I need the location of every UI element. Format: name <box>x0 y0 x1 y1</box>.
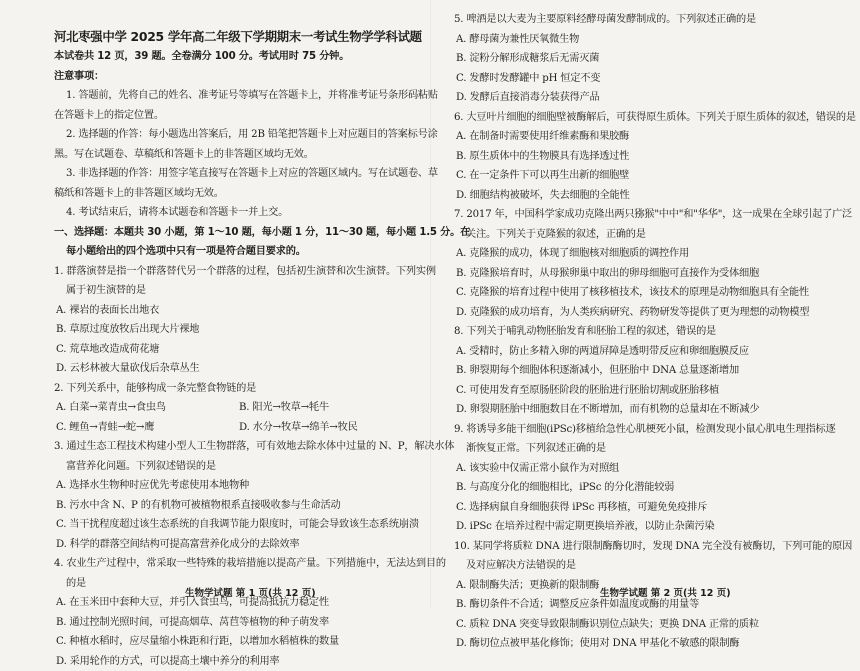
option-b: B. 原生质体中的生物膜具有选择透过性 <box>454 147 842 167</box>
option-a: A. 裸岩的表面长出地衣 <box>54 301 422 321</box>
question-2 <box>54 379 422 438</box>
question-stem-cont: 关注。下列关于克隆猴的叙述，正确的是 <box>454 225 842 245</box>
page-footer-left: 生物学试题 第 1 页(共 12 页) <box>185 585 316 599</box>
note-line: 在答题卡上的指定位置。 <box>54 106 422 126</box>
option-c: C. 质粒 DNA 突变导致限制酶识别位点缺失；更换 DNA 正常的质粒 <box>454 615 842 635</box>
option-a: A. 选择水生物种时应优先考虑使用本地物种 <box>54 476 422 496</box>
note-line: 黑。写在试题卷、草稿纸和答题卡上的非答题区域均无效。 <box>54 145 422 165</box>
question-stem: 7. 2017 年，中国科学家成功克隆出两只猕猴"中中"和"华华"，这一成果在全球引起了广泛 <box>454 205 842 225</box>
option-d: D. 采用轮作的方式，可以提高土壤中养分的利用率 <box>54 652 422 671</box>
question-stem-cont: 渐恢复正常。下列叙述正确的是 <box>454 439 842 459</box>
question-1 <box>54 262 422 379</box>
option-c: C. 选择病鼠自身细胞获得 iPSc 再移植，可避免免疫排斥 <box>454 498 842 518</box>
option-b: B. 酶切条件不合适；调整反应条件如温度或酶的用量等 <box>454 595 842 615</box>
option-a: A. 酵母菌为兼性厌氧微生物 <box>454 30 842 50</box>
note-line: 2. 选择题的作答：每小题选出答案后，用 2B 铅笔把答题卡上对应题目的答案标号涂 <box>54 125 422 145</box>
option-c: C. 当干扰程度超过该生态系统的自我调节能力限度时，可能会导致该生态系统崩溃 <box>54 515 422 535</box>
option-d: D. 云杉林被大量砍伐后杂草丛生 <box>54 359 422 379</box>
option-d: D. 细胞结构被破坏，失去细胞的全能性 <box>454 186 842 206</box>
option-a: A. 在制备时需要使用纤维素酶和果胶酶 <box>454 127 842 147</box>
question-stem: 5. 啤酒是以大麦为主要原料经酵母菌发酵制成的。下列叙述正确的是 <box>454 10 842 30</box>
note-line: 3. 非选择题的作答：用签字笔直接写在答题卡上对应的答题区域内。写在试题卷、草 <box>54 164 422 184</box>
option-a: A. 该实验中仅需正常小鼠作为对照组 <box>454 459 842 479</box>
question-stem: 9. 将诱导多能干细胞(iPSc)移植给急性心肌梗死小鼠，检测发现小鼠心肌电生理指标逐 <box>454 420 842 440</box>
note-line: 4. 考试结束后，请将本试题卷和答题卡一并上交。 <box>54 203 422 223</box>
question-7 <box>454 205 842 322</box>
option-a: A. 克隆猴的成功，体现了细胞核对细胞质的调控作用 <box>454 244 842 264</box>
question-stem-cont: 及对应解决方法错误的是 <box>454 556 842 576</box>
options-row <box>54 398 422 418</box>
option-b: B. 草原过度放牧后出现大片裸地 <box>54 320 422 340</box>
question-stem: 3. 通过生态工程技术构建小型人工生物群落，可有效地去除水体中过量的 N、P，解决水体 <box>54 437 422 457</box>
section-heading: 一、选择题：本题共 30 小题，第 1～10 题，每小题 1 分，11～30 题，每小题 1.5 分。在 <box>54 223 422 243</box>
notes-heading: 注意事项： <box>54 67 422 87</box>
page-left <box>0 0 430 608</box>
option-a: A. 受精时，防止多精入卵的两道屏障是透明带反应和卵细胞膜反应 <box>454 342 842 362</box>
option-b: B. 与高度分化的细胞相比，iPSc 的分化潜能较弱 <box>454 478 842 498</box>
question-6 <box>454 108 842 206</box>
option-b: B. 克隆猴培育时，从母猴卵巢中取出的卵母细胞可直接作为受体细胞 <box>454 264 842 284</box>
option-d: D. iPSc 在培养过程中需定期更换培养液，以防止杂菌污染 <box>454 517 842 537</box>
question-stem: 1. 群落演替是指一个群落替代另一个群落的过程，包括初生演替和次生演替。下列实例 <box>54 262 422 282</box>
option-d: D. 克隆猴的成功培育，为人类疾病研究、药物研发等提供了更为理想的动物模型 <box>454 303 842 323</box>
question-4 <box>54 554 422 671</box>
page-footer-right: 生物学试题 第 2 页(共 12 页) <box>600 585 731 599</box>
question-stem-cont: 富营养化问题。下列叙述错误的是 <box>54 457 422 477</box>
option-c: C. 荒草地改造成荷花塘 <box>54 340 422 360</box>
question-stem-cont: 属于初生演替的是 <box>54 281 422 301</box>
option-a: A. 在玉米田中套种大豆，并引入食虫鸟，可提高抵抗力稳定性 <box>54 593 422 613</box>
option-c: C. 可使用发育至原肠胚阶段的胚胎进行胚胎切割或胚胎移植 <box>454 381 842 401</box>
option-c: C. 发酵时发酵罐中 pH 恒定不变 <box>454 69 842 89</box>
question-stem: 6. 大豆叶片细胞的细胞壁被酶解后，可获得原生质体。下列关于原生质体的叙述，错误的是 <box>454 108 842 128</box>
option-c: C. 克隆猴的培育过程中使用了核移植技术，该技术的原理是动物细胞具有全能性 <box>454 283 842 303</box>
option-d: D. 发酵后直接消毒分装获得产品 <box>454 88 842 108</box>
question-stem: 10. 某同学将质粒 DNA 进行限制酶酶切时，发现 DNA 完全没有被酶切，下列可能的原因 <box>454 537 842 557</box>
option-c: C. 鲤鱼→青蛙→蛇→鹰 <box>56 418 239 438</box>
question-stem-cont: 的是 <box>54 574 422 594</box>
option-b: B. 淀粉分解形成糖浆后无需灭菌 <box>454 49 842 69</box>
option-b: B. 通过控制光照时间，可提高烟草、莴苣等植物的种子萌发率 <box>54 613 422 633</box>
note-line: 稿纸和答题卡上的非答题区域均无效。 <box>54 184 422 204</box>
option-d: D. 水分→牧草→绵羊→牧民 <box>239 418 422 438</box>
option-b: B. 污水中含 N、P 的有机物可被植物根系直接吸收参与生命活动 <box>54 496 422 516</box>
page-right <box>430 0 860 608</box>
option-b: B. 阳光→牧草→牦牛 <box>239 398 422 418</box>
question-stem: 4. 农业生产过程中，常采取一些特殊的栽培措施以提高产量。下列措施中，无法达到目的 <box>54 554 422 574</box>
question-stem: 2. 下列关系中，能够构成一条完整食物链的是 <box>54 379 422 399</box>
question-5 <box>454 10 842 108</box>
question-3 <box>54 437 422 554</box>
option-d: D. 科学的群落空间结构可提高富营养化成分的去除效率 <box>54 535 422 555</box>
question-9 <box>454 420 842 537</box>
option-c: C. 在一定条件下可以再生出新的细胞壁 <box>454 166 842 186</box>
options-row <box>54 418 422 438</box>
exam-title: 河北枣强中学 2025 学年高二年级下学期期末一考试生物学学科试题 <box>54 27 422 47</box>
question-stem: 8. 下列关于哺乳动物胚胎发育和胚胎工程的叙述，错误的是 <box>454 322 842 342</box>
option-a: A. 限制酶失活；更换新的限制酶 <box>454 576 842 596</box>
option-b: B. 卵裂期每个细胞体积逐渐减小，但胚胎中 DNA 总量逐渐增加 <box>454 361 842 381</box>
option-d: D. 卵裂期胚胎中细胞数目在不断增加，而有机物的总量却在不断减少 <box>454 400 842 420</box>
note-line: 1. 答题前，先将自己的姓名、准考证号等填写在答题卡上，并将准考证号条形码粘贴 <box>54 86 422 106</box>
question-8 <box>454 322 842 420</box>
option-a: A. 白菜→菜青虫→食虫鸟 <box>56 398 239 418</box>
exam-intro: 本试卷共 12 页，39 题。全卷满分 100 分。考试用时 75 分钟。 <box>54 47 422 67</box>
option-d: D. 酶切位点被甲基化修饰；使用对 DNA 甲基化不敏感的限制酶 <box>454 634 842 654</box>
section-heading-cont: 每小题给出的四个选项中只有一项是符合题目要求的。 <box>54 242 422 262</box>
option-c: C. 种植水稻时，应尽量缩小株距和行距，以增加水稻植株的数量 <box>54 632 422 652</box>
